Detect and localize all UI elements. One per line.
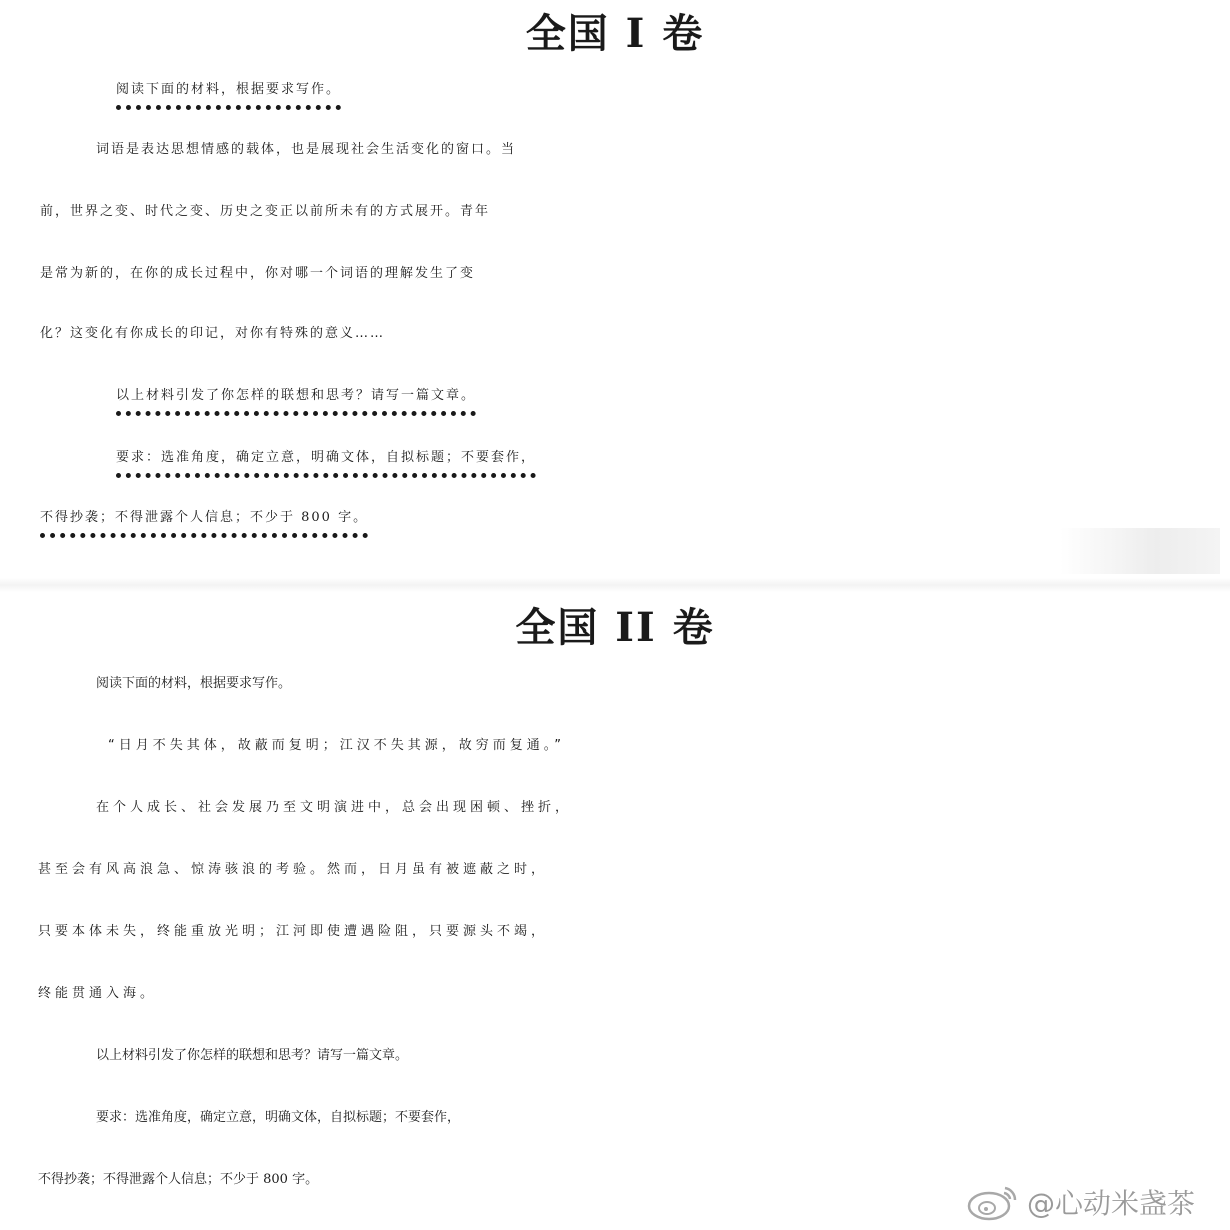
emphasized-text: 以上材料引发了你怎样的联想和思考？请写一篇文章。 xyxy=(116,388,477,403)
requirement-line xyxy=(0,436,1230,480)
emphasized-text: 不得抄袭；不得泄露个人信息；不少于 800 字。 xyxy=(40,510,369,525)
material-line: 终能贯通入海。 xyxy=(38,986,158,1001)
material-line: 甚至会有风高浪急、惊涛骇浪的考验。然而，日月虽有被遮蔽之时， xyxy=(38,862,549,877)
scan-artifact xyxy=(1060,528,1220,574)
section-title: 全国 II 卷 xyxy=(515,604,715,651)
material-line: 前，世界之变、时代之变、历史之变正以前所未有的方式展开。青年 xyxy=(40,204,491,219)
requirement-line xyxy=(0,496,1230,540)
material-line: 只要本体未失，终能重放光明；江河即使遭遇险阻，只要源头不竭， xyxy=(38,924,549,939)
watermark-text: @心动米盏茶 xyxy=(1027,1187,1196,1220)
exam-section-1 xyxy=(0,0,1230,580)
task-line xyxy=(0,374,1230,418)
emphasized-text: 阅读下面的材料，根据要求写作。 xyxy=(116,82,342,97)
material-line: 化？这变化有你成长的印记，对你有特殊的意义…… xyxy=(40,326,386,341)
material-line: 在个人成长、社会发展乃至文明演进中，总会出现困顿、挫折， xyxy=(96,800,573,815)
section-title: 全国 I 卷 xyxy=(525,10,705,57)
intro-line: 阅读下面的材料，根据要求写作。 xyxy=(96,676,292,691)
watermark xyxy=(965,1180,1195,1224)
quote-line: “日月不失其体，故蔽而复明；江汉不失其源，故穷而复通。” xyxy=(108,738,565,753)
requirement-line: 不得抄袭；不得泄露个人信息；不少于 800 字。 xyxy=(38,1172,319,1187)
task-line: 以上材料引发了你怎样的联想和思考？请写一篇文章。 xyxy=(96,1048,409,1063)
intro-line xyxy=(0,68,1230,112)
material-line: 是常为新的，在你的成长过程中，你对哪一个词语的理解发生了变 xyxy=(40,266,476,281)
weibo-logo-icon xyxy=(965,1182,1021,1222)
material-line: 词语是表达思想情感的载体，也是展现社会生活变化的窗口。当 xyxy=(96,142,517,157)
emphasized-text: 要求：选准角度，确定立意，明确文体，自拟标题；不要套作， xyxy=(116,450,537,465)
requirement-line: 要求：选准角度，确定立意，明确文体，自拟标题；不要套作， xyxy=(96,1110,461,1125)
exam-section-2 xyxy=(0,590,1230,1230)
